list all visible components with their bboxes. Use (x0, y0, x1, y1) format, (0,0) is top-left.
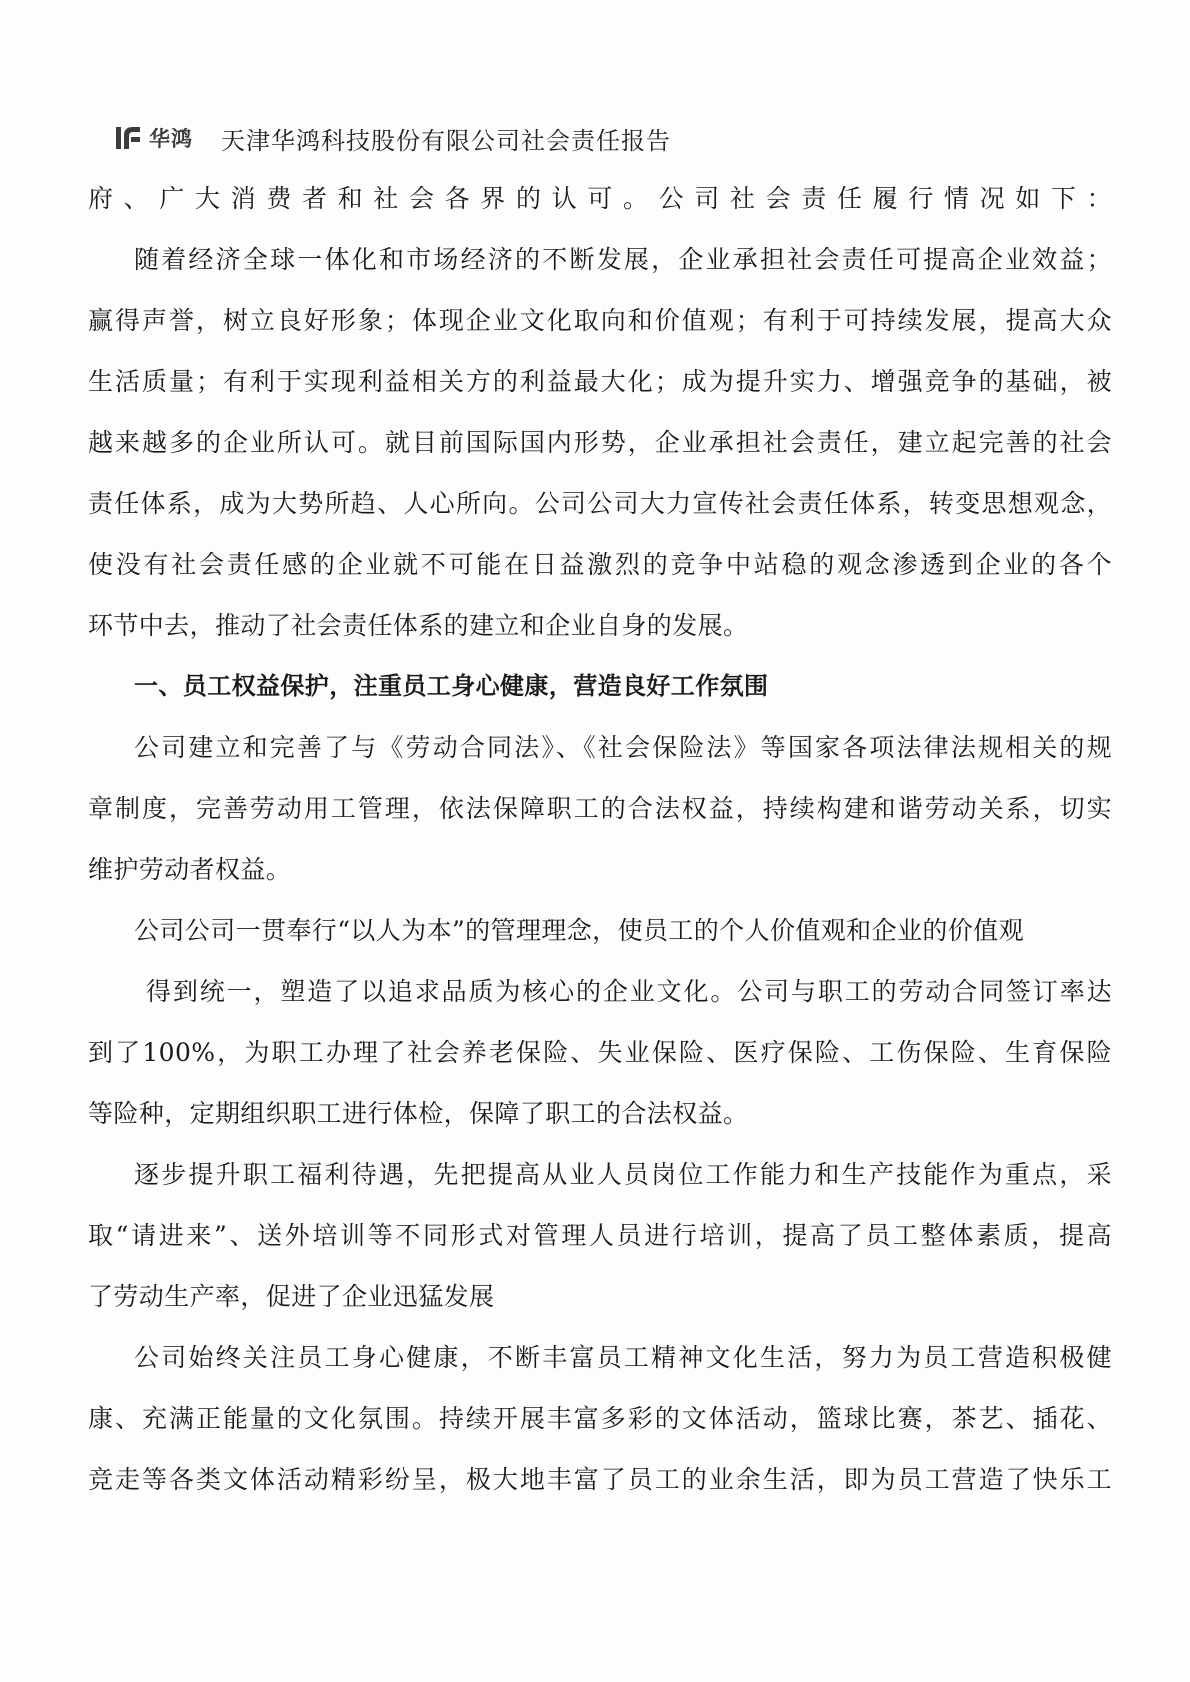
text-line: 到了100%，为职工办理了社会养老保险、失业保险、医疗保险、工伤保险、生育保险 (88, 1038, 1112, 1067)
text-line: 竞走等各类文体活动精彩纷呈，极大地丰富了员工的业余生活，即为员工营造了快乐工 (88, 1465, 1112, 1494)
text-line: 越来越多的企业所认可。就目前国际国内形势，企业承担社会责任，建立起完善的社会 (88, 428, 1112, 457)
text-line: 取“请进来”、送外培训等不同形式对管理人员进行培训，提高了员工整体素质，提高 (88, 1221, 1112, 1250)
text-line: 环节中去，推动了社会责任体系的建立和企业自身的发展。 (88, 611, 749, 640)
text-line: 得到统一，塑造了以追求品质为核心的企业文化。公司与职工的劳动合同签订率达 (146, 977, 1112, 1006)
text-line: 府、广大消费者和社会各界的认可。公司社会责任履行情况如下： (88, 184, 1112, 213)
company-logo-text: 华鸿 (149, 127, 193, 151)
text-line: 公司建立和完善了与《劳动合同法》、《社会保险法》等国家各项法律法规相关的规 (134, 733, 1112, 762)
report-title: 天津华鸿科技股份有限公司社会责任报告 (221, 126, 671, 155)
company-logo (113, 120, 193, 156)
text-line: 使没有社会责任感的企业就不可能在日益激烈的竞争中站稳的观念渗透到企业的各个 (88, 550, 1112, 579)
text-line: 赢得声誉，树立良好形象；体现企业文化取向和价值观；有利于可持续发展，提高大众 (88, 306, 1112, 335)
text-line: 公司公司一贯奉行“以人为本”的管理理念，使员工的个人价值观和企业的价值观 (134, 916, 1024, 945)
text-line: 康、充满正能量的文化氛围。持续开展丰富多彩的文体活动，篮球比赛，茶艺、插花、 (88, 1404, 1112, 1433)
report-body (88, 168, 1112, 1510)
text-line: 生活质量；有利于实现利益相关方的利益最大化；成为提升实力、增强竞争的基础，被 (88, 367, 1112, 396)
company-logo-icon (113, 123, 143, 153)
page-header (113, 118, 671, 158)
text-line: 公司始终关注员工身心健康，不断丰富员工精神文化生活，努力为员工营造积极健 (134, 1343, 1112, 1372)
text-line: 逐步提升职工福利待遇，先把提高从业人员岗位工作能力和生产技能作为重点，采 (134, 1160, 1112, 1189)
text-line: 责任体系，成为大势所趋、人心所向。公司公司大力宣传社会责任体系，转变思想观念， (88, 489, 1112, 518)
section-heading: 一、员工权益保护，注重员工身心健康，营造良好工作氛围 (134, 672, 769, 700)
text-line: 随着经济全球一体化和市场经济的不断发展，企业承担社会责任可提高企业效益； (134, 245, 1112, 274)
text-line: 维护劳动者权益。 (88, 855, 292, 884)
text-line: 章制度，完善劳动用工管理，依法保障职工的合法权益，持续构建和谐劳动关系，切实 (88, 794, 1112, 823)
text-line: 等险种，定期组织职工进行体检，保障了职工的合法权益。 (88, 1099, 749, 1128)
text-line: 了劳动生产率，促进了企业迅猛发展 (88, 1282, 495, 1311)
